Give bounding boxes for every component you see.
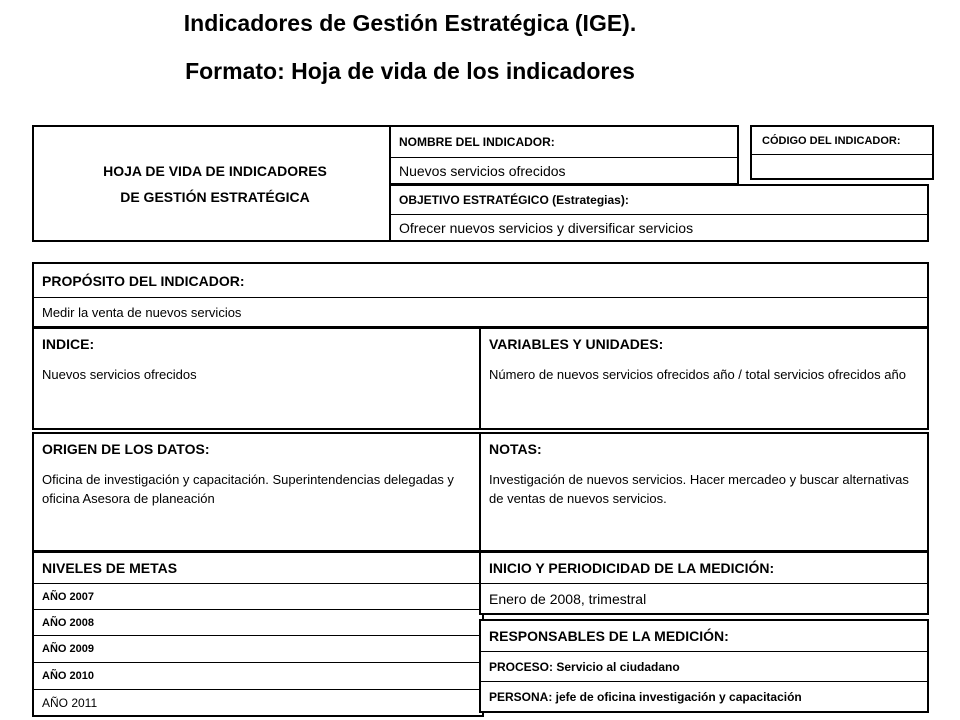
inicio-box (479, 551, 929, 615)
indice-label: INDICE: (42, 336, 95, 352)
responsables-box (479, 619, 929, 713)
proposito-value: Medir la venta de nuevos servicios (34, 297, 927, 326)
origen-label: ORIGEN DE LOS DATOS: (42, 441, 210, 457)
codigo-indicador-label: CÓDIGO DEL INDICADOR: (762, 134, 901, 147)
inicio-label: INICIO Y PERIODICIDAD DE LA MEDICIÓN: (489, 560, 775, 576)
meta-year-2010: AÑO 2010 (34, 662, 482, 689)
notas-label: NOTAS: (489, 441, 542, 457)
origen-value: Oficina de investigación y capacitación. Superintendencias delegadas y oficina Asesora de planeación (42, 472, 454, 506)
metas-label: NIVELES DE METAS (42, 560, 178, 576)
responsables-persona: PERSONA: jefe de oficina investigación y capacitación (481, 681, 927, 711)
proposito-box (32, 262, 929, 328)
inicio-value: Enero de 2008, trimestral (481, 583, 927, 613)
variables-label: VARIABLES Y UNIDADES: (489, 336, 664, 352)
variables-box (479, 327, 929, 430)
objetivo-estrategico-label: OBJETIVO ESTRATÉGICO (Estrategias): (399, 193, 629, 207)
meta-year-2011: AÑO 2011 (34, 689, 482, 715)
notas-value: Investigación de nuevos servicios. Hacer mercadeo y buscar alternativas de ventas de nuevos servicios. (489, 472, 909, 506)
proposito-label: PROPÓSITO DEL INDICADOR: (42, 272, 245, 289)
codigo-indicador-box (750, 125, 934, 180)
objetivo-estrategico-box (389, 184, 929, 242)
responsables-label: RESPONSABLES DE LA MEDICIÓN: (489, 628, 729, 644)
hoja-vida-line1: HOJA DE VIDA DE INDICADORES (103, 162, 327, 179)
hoja-vida-line2: DE GESTIÓN ESTRATÉGICA (120, 188, 310, 205)
meta-year-2009: AÑO 2009 (34, 635, 482, 662)
metas-box (32, 551, 484, 717)
objetivo-estrategico-value: Ofrecer nuevos servicios y diversificar servicios (391, 214, 927, 240)
variables-value: Número de nuevos servicios ofrecidos año / total servicios ofrecidos año (489, 367, 906, 382)
page-subtitle: Formato: Hoja de vida de los indicadores (185, 58, 635, 84)
responsables-proceso: PROCESO: Servicio al ciudadano (481, 651, 927, 681)
origen-box (32, 432, 484, 552)
codigo-indicador-value (752, 154, 932, 178)
nombre-indicador-box (389, 125, 739, 185)
hoja-vida-box (32, 125, 398, 242)
meta-year-2008: AÑO 2008 (34, 609, 482, 635)
page-title: Indicadores de Gestión Estratégica (IGE). (183, 10, 637, 36)
notas-box (479, 432, 929, 552)
indice-value: Nuevos servicios ofrecidos (42, 367, 197, 382)
nombre-indicador-label: NOMBRE DEL INDICADOR: (399, 135, 555, 149)
meta-year-2007: AÑO 2007 (34, 583, 482, 609)
indice-box (32, 327, 484, 430)
nombre-indicador-value: Nuevos servicios ofrecidos (391, 157, 737, 183)
